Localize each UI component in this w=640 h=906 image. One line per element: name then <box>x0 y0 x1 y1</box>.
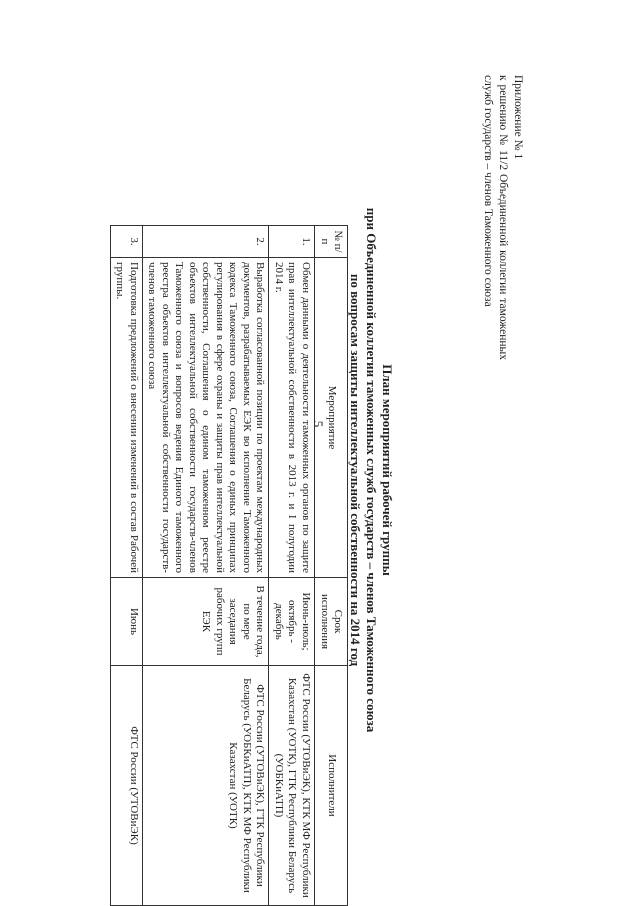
row-term: Июнь-июль; октябрь - декабрь <box>269 578 315 666</box>
title-line: План мероприятий рабочей группы <box>380 364 395 576</box>
row-executors: ФТС России (УТОВиЭК), КТК МФ Республики Казахстан (УОТК), ГТК Республики Беларусь (УОБКиАТП) <box>269 666 315 906</box>
header-num: № п/п <box>315 226 348 258</box>
header-action: Мероприятие <box>315 258 348 578</box>
title-line: при Объединенной коллегии таможенных служб государств – членов Таможенного союза <box>364 207 379 733</box>
appendix-note <box>480 75 525 360</box>
row-num: 3. <box>111 226 143 258</box>
page-number: 5 <box>311 420 326 428</box>
row-executors: ФТС России (УТОВиЭК) <box>111 666 143 906</box>
appendix-line: к решению № 11/2 Объединенной коллегии таможенных служб государств – членов Таможенного союза <box>482 75 509 360</box>
row-executors: ФТС России (УТОВиЭК), ГТК Республики Беларусь (УОБКиАТП), КТК МФ Республики Казахстан (УОТК) <box>143 666 270 906</box>
document-title <box>347 170 395 770</box>
table-row <box>269 226 315 906</box>
row-action: Обмен данными о деятельности таможенных органов по защите прав интеллектуальной собственности в 2013 г. и I полугодии 2014 г. <box>269 258 315 578</box>
table-row <box>111 226 143 906</box>
row-action: Выработка согласованной позиции по проектам международных документов, разрабатываемых ЕЭК во исполнение Таможенного кодекса Таможенного союза, Соглашения о единых принципах регулирования в сфере охраны и защиты прав интеллектуальной собственности, Соглашения о едином таможенном реестре объектов интеллектуальной собственности государств-членов Таможенного союза и вопросов ведения Единого таможенного реестра объектов интеллектуальной собственности государств-членов таможенного союза <box>143 258 270 578</box>
row-num: 1. <box>269 226 315 258</box>
row-term: В течение года, по мере заседания рабочих групп ЕЭК <box>143 578 270 666</box>
header-executors: Исполнители <box>315 666 348 906</box>
appendix-line: Приложение № 1 <box>512 75 524 160</box>
row-action: Подготовка предложений о внесении изменений в состав Рабочей группы. <box>111 258 143 578</box>
table-row <box>143 226 270 906</box>
row-term: Июнь <box>111 578 143 666</box>
header-term: Срок исполнения <box>315 578 348 666</box>
row-num: 2. <box>143 226 270 258</box>
table-header-row <box>315 226 348 906</box>
title-line: по вопросам защиты интеллектуальной собственности на 2014 год <box>348 273 363 667</box>
plan-table <box>110 225 348 906</box>
